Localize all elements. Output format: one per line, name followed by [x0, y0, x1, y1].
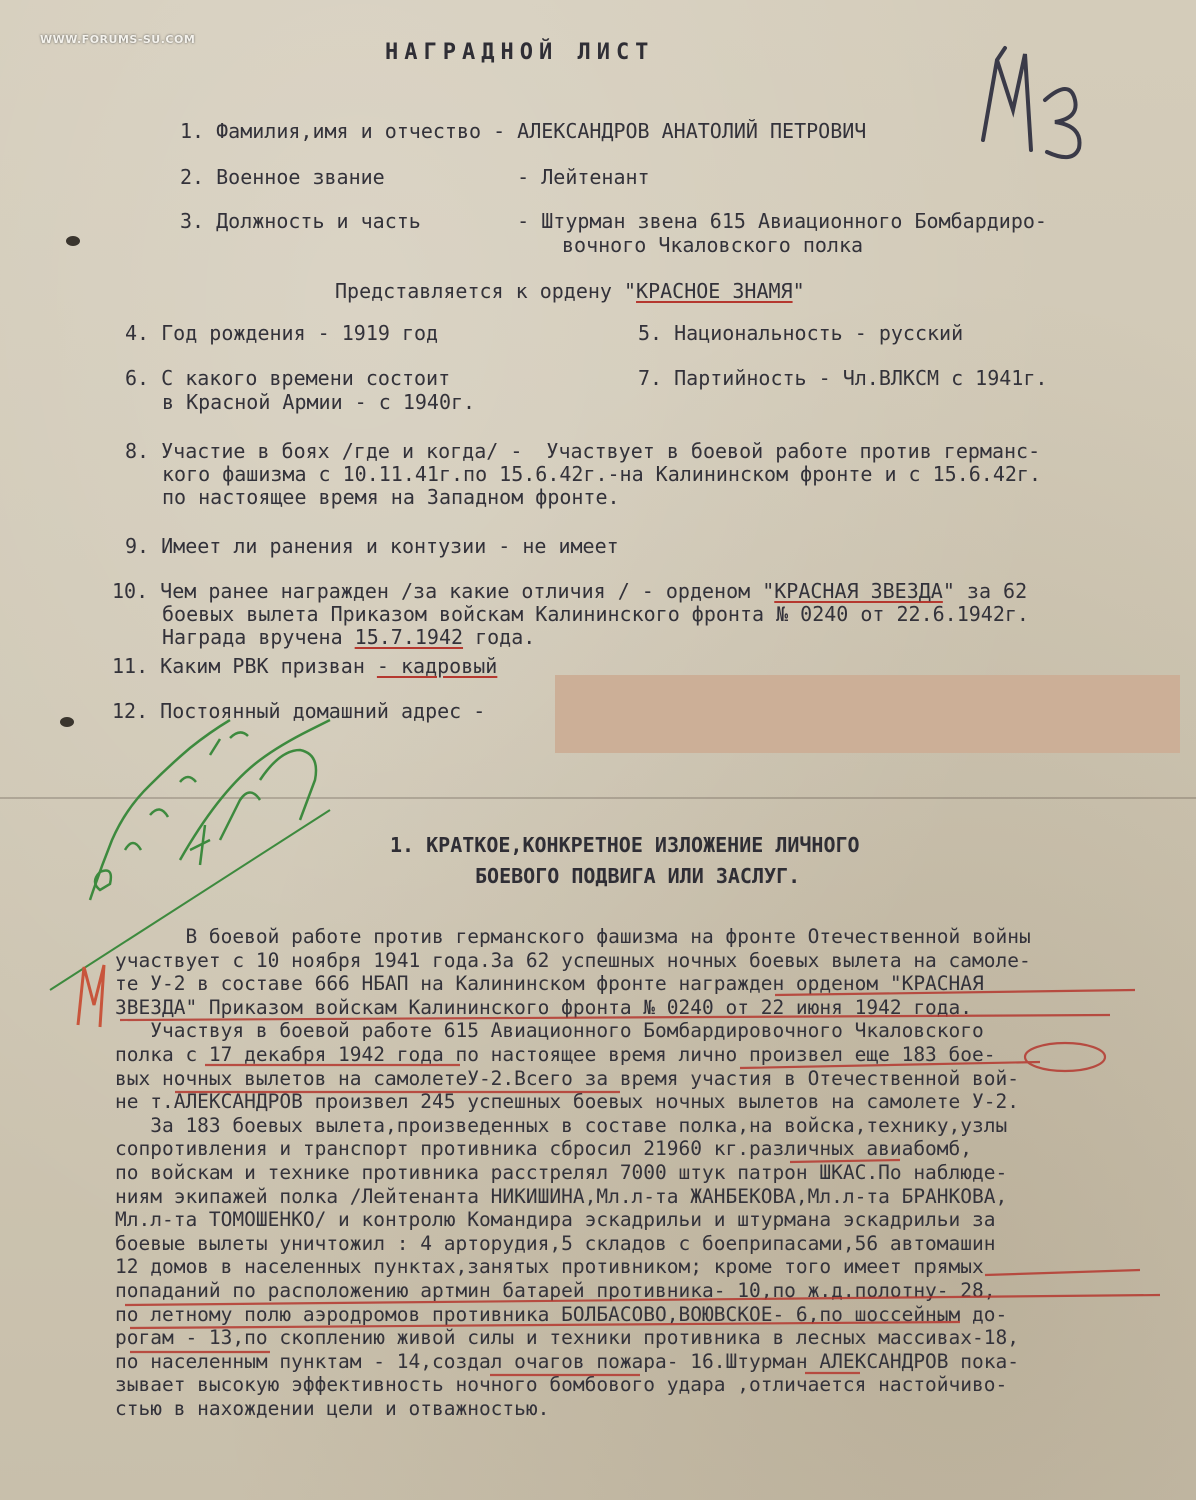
award-given-pre: Награда вручена	[162, 625, 355, 649]
conscription-value: - кадровый	[376, 654, 498, 678]
field-nationality: 5. Национальность - русский	[638, 321, 964, 345]
merit-line: участвует с 10 ноября 1941 года.За 62 успешных ночных боевых вылета на самоле-	[115, 948, 1031, 972]
merit-line: не т.АЛЕКСАНДРОВ произвел 245 успешных боевых ночных вылетов на самолете У-2.	[115, 1090, 1019, 1114]
merit-line: по населенным пунктам - 14,создал очагов пожара- 16.Штурман АЛЕКСАНДРОВ пока-	[115, 1349, 1019, 1373]
prev-award-post: " за 62	[942, 579, 1028, 603]
merit-line: стью в нахождении цели и отважностью.	[115, 1396, 550, 1420]
merit-line: полка с 17 декабря 1942 года по настоящее время лично произвел еще 183 бое-	[115, 1042, 996, 1066]
field-party: 7. Партийность - Чл.ВЛКСМ с 1941г.	[638, 366, 1048, 390]
prev-award-pre: 10. Чем ранее награжден /за какие отличия / - орденом "	[112, 579, 775, 603]
merit-line: Участвуя в боевой работе 615 Авиационного Бомбардировочного Чкаловского	[115, 1019, 984, 1043]
field-name: 1. Фамилия,имя и отчество - АЛЕКСАНДРОВ АНАТОЛИЙ ПЕТРОВИЧ	[180, 119, 867, 143]
merit-line: зывает высокую эффективность ночного бомбового удара ,отличается настойчиво-	[115, 1373, 1008, 1397]
field-position: 3. Должность и часть - Штурман звена 615 Авиационного Бомбардиро-	[180, 209, 1047, 233]
order-prefix: Представляется к ордену "	[335, 279, 637, 303]
field-battles-1: 8. Участие в боях /где и когда/ - Участвует в боевой работе против германс-	[125, 439, 1041, 463]
prev-award-name: КРАСНАЯ ЗВЕЗДА	[774, 579, 943, 603]
field-battles-2: кого фашизма с 10.11.41г.по 15.6.42г.-на Калининском фронте и с 15.6.42г.	[162, 462, 1041, 486]
conscription-pre: 11. Каким РВК призван	[112, 654, 377, 678]
merit-line: За 183 боевых вылета,произведенных в составе полка,на войска,технику,узлы	[115, 1113, 1008, 1137]
watermark: WWW.FORUMS-SU.COM	[40, 33, 196, 46]
merit-line: боевые вылеты уничтожил : 4 арторудия,5 складов с боеприпасами,56 автомашин	[115, 1231, 996, 1255]
merit-line: В боевой работе против германского фашизма на фронте Отечественной войны	[115, 925, 1031, 948]
field-service-since-cont: в Красной Армии - с 1940г.	[162, 390, 476, 414]
merit-line: рогам - 13,по скоплению живой силы и техники противника в лесных массивах-18,	[115, 1326, 1019, 1350]
award-given-date: 15.7.1942	[354, 625, 464, 649]
field-service-since: 6. С какого времени состоит	[125, 366, 451, 390]
field-previous-awards-2: боевых вылета Приказом войскам Калининского фронта № 0240 от 22.6.1942г.	[162, 602, 1029, 626]
merit-line: ЗВЕЗДА" Приказом войскам Калининского фронта № 0240 от 22 июня 1942 года.	[115, 995, 973, 1019]
order-suffix: "	[792, 279, 805, 303]
merit-line: Мл.л-та ТОМОШЕНКО/ и контролю Командира эскадрильи и штурмана эскадрильи за	[115, 1208, 996, 1232]
merit-line: вых ночных вылетов на самолетеУ-2.Всего за время участия в Отечественной вой-	[115, 1066, 1019, 1090]
merit-line: по летному полю аэродромов противника БОЛБАСОВО,ВОЮВСКОЕ- 6,по шоссейным до-	[115, 1302, 1008, 1326]
document-title: НАГРАДНОЙ ЛИСТ	[385, 40, 655, 65]
merit-line: 12 домов в населенных пунктах,занятых противником; кроме того имеет прямых	[115, 1255, 984, 1279]
merit-line: сопротивления и транспорт противника сбросил 21960 кг.различных авиабомб,	[115, 1137, 973, 1161]
field-rank: 2. Военное звание - Лейтенант	[180, 165, 650, 189]
award-given-post: года.	[463, 625, 536, 649]
field-birth-year: 4. Год рождения - 1919 год	[125, 321, 439, 345]
section-title-line1: 1. КРАТКОЕ,КОНКРЕТНОЕ ИЗЛОЖЕНИЕ ЛИЧНОГО	[390, 833, 860, 857]
field-wounds: 9. Имеет ли ранения и контузии - не имеет	[125, 534, 619, 558]
field-position-cont: вочного Чкаловского полка	[562, 233, 864, 257]
order-name: КРАСНОЕ ЗНАМЯ	[636, 279, 793, 303]
field-battles-3: по настоящее время на Западном фронте.	[162, 485, 620, 509]
merit-line: по войскам и технике противника расстрелял 7000 штук патрон ШКАС.По наблюде-	[115, 1160, 1008, 1184]
merit-line: те У-2 в составе 666 НБАП на Калининском фронте награжден орденом "КРАСНАЯ	[115, 972, 984, 996]
merit-line: попаданий по расположению артмин батарей противника- 10,по ж.д.полотну- 28,	[115, 1278, 996, 1302]
section-title-line2: БОЕВОГО ПОДВИГА ИЛИ ЗАСЛУГ.	[475, 864, 801, 888]
field-address: 12. Постоянный домашний адрес -	[112, 699, 486, 723]
merit-line: ниям экипажей полка /Лейтенанта НИКИШИНА,Мл.л-та ЖАНБЕКОВА,Мл.л-та БРАНКОВА,	[115, 1184, 1008, 1208]
